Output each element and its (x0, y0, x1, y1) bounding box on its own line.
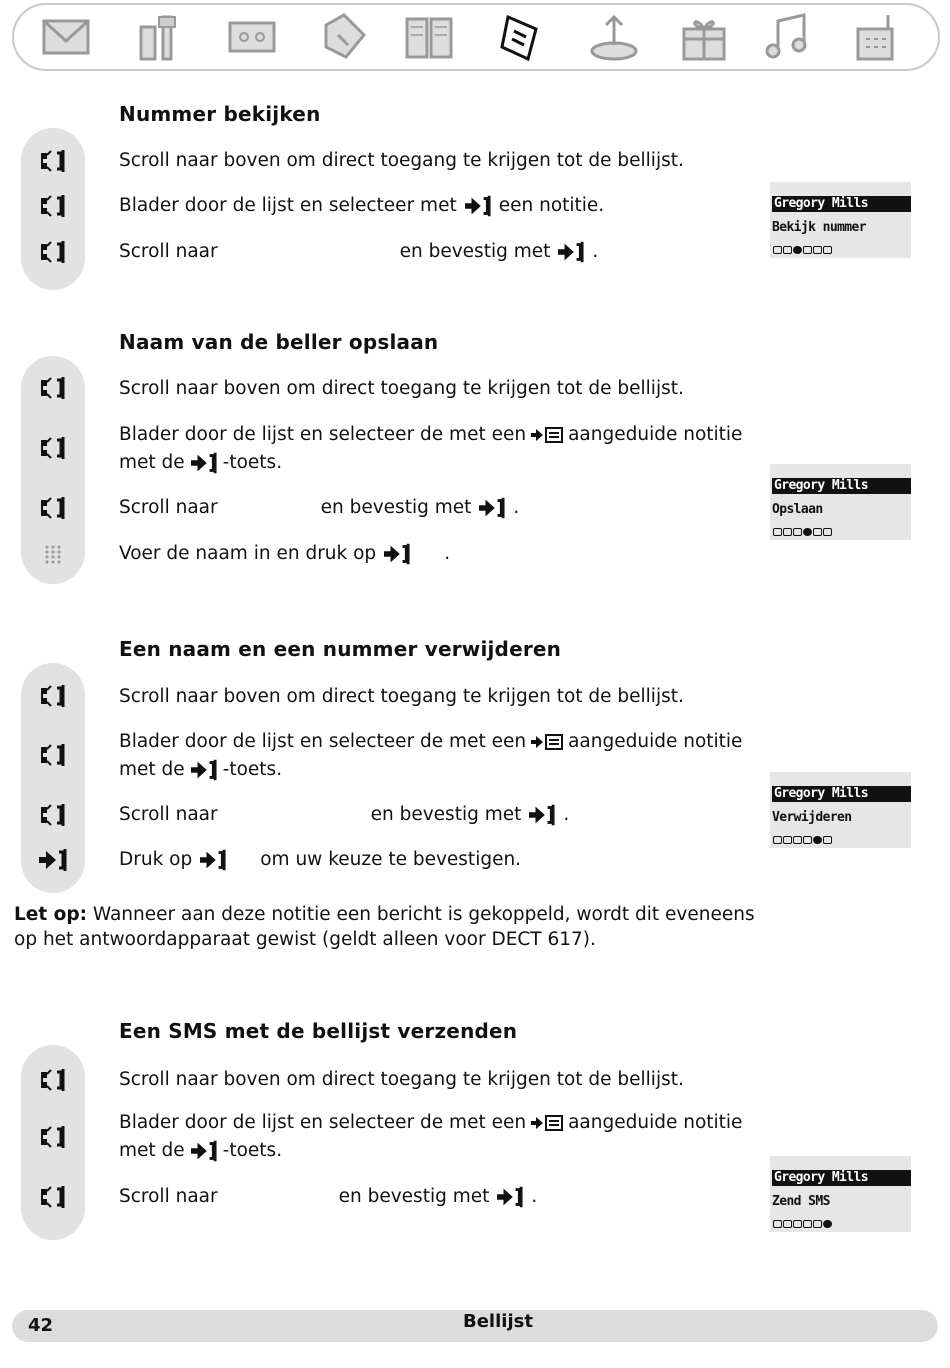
step-text: Scroll naar en bevestig met . (119, 238, 759, 266)
card-key-icon (530, 426, 564, 444)
note-paragraph (14, 902, 774, 952)
step-text: Scroll naar en bevestig met . (119, 1183, 759, 1211)
screen-position-dots (773, 246, 832, 256)
nav-key-icon (36, 1065, 70, 1095)
note-text: Wanneer aan deze notitie een bericht is gekoppeld, wordt dit eveneens op het antwoordapparaat gewist (geldt alleen voor DECT 617). (14, 904, 755, 950)
tools-icon (131, 11, 191, 63)
section-heading: Een SMS met de bellijst verzenden (119, 1019, 518, 1043)
ok-key-icon (493, 1184, 527, 1210)
step-text: Blader door de lijst en selecteer de met een aangeduide notitie met de -toets. (119, 728, 759, 784)
ok-key-icon (187, 1138, 221, 1164)
section-heading: Naam van de beller opslaan (119, 330, 439, 354)
step-text: Scroll naar boven om direct toegang te krijgen tot de bellijst. (119, 1069, 684, 1090)
ok-key-icon (187, 450, 221, 476)
ok-key-icon (461, 193, 495, 219)
screen-title: Gregory Mills (772, 478, 911, 494)
step-text: Blader door de lijst en selecteer de met een aangeduide notitie met de -toets. (119, 1109, 759, 1165)
nav-key-icon (36, 681, 70, 711)
screen-menu-item: Bekijk nummer (772, 220, 866, 235)
tag-icon (314, 11, 374, 63)
step-text: Scroll naar boven om direct toegang te krijgen tot de bellijst. (119, 150, 684, 171)
card-key-icon (530, 733, 564, 751)
ok-key-icon (554, 239, 588, 265)
nav-key-icon (36, 800, 70, 830)
screen-title: Gregory Mills (772, 196, 911, 212)
step-text: Scroll naar en bevestig met . (119, 801, 759, 829)
nav-key-icon (36, 1122, 70, 1152)
nav-key-icon (36, 493, 70, 523)
music-icon (758, 11, 818, 63)
phone-screen (770, 772, 911, 848)
envelope-icon (36, 11, 96, 63)
step-text: Scroll naar boven om direct toegang te krijgen tot de bellijst. (119, 686, 684, 707)
phone-screen (770, 464, 911, 540)
gift-icon (674, 11, 734, 63)
handset-icon (846, 11, 906, 63)
phone-screen (770, 1156, 911, 1232)
note-label: Let op: (14, 904, 87, 925)
nav-key-icon (36, 146, 70, 176)
card-key-icon (530, 1114, 564, 1132)
cassette-icon (222, 11, 282, 63)
screen-title: Gregory Mills (772, 1170, 911, 1186)
nav-key-icon (36, 237, 70, 267)
page-number: 42 (28, 1315, 54, 1336)
chapter-title: Bellijst (463, 1311, 533, 1332)
ok-key-icon (187, 757, 221, 783)
screen-menu-item: Verwijderen (772, 810, 852, 825)
screen-menu-item: Opslaan (772, 502, 823, 517)
ok-key-icon (525, 802, 559, 828)
section-heading: Een naam en een nummer verwijderen (119, 637, 562, 661)
nav-key-icon (36, 433, 70, 463)
ok-key-icon (475, 495, 509, 521)
screen-title: Gregory Mills (772, 786, 911, 802)
ok-key-icon (36, 845, 70, 875)
step-text: Scroll naar en bevestig met . (119, 494, 759, 522)
step-text: Druk op om uw keuze te bevestigen. (119, 846, 759, 874)
screen-position-dots (773, 836, 832, 846)
section-heading: Nummer bekijken (119, 102, 321, 126)
screen-position-dots (773, 528, 832, 538)
ok-key-icon (196, 847, 230, 873)
nav-key-icon (36, 373, 70, 403)
step-text: Voer de naam in en druk op . (119, 540, 759, 568)
ok-key-icon (380, 541, 414, 567)
nav-key-icon (36, 740, 70, 770)
top-icon-bar (12, 3, 940, 71)
phone-screen (770, 182, 911, 258)
step-text: Blader door de lijst en selecteer de met een aangeduide notitie met de -toets. (119, 421, 759, 477)
phone-list-icon (492, 11, 552, 63)
stand-icon (584, 11, 644, 63)
step-text: Blader door de lijst en selecteer met een notitie. (119, 192, 759, 220)
step-text: Scroll naar boven om direct toegang te krijgen tot de bellijst. (119, 378, 684, 399)
nav-key-icon (36, 191, 70, 221)
page-footer (12, 1310, 938, 1342)
screen-position-dots (773, 1220, 832, 1230)
keypad-icon (36, 540, 70, 570)
screen-menu-item: Zend SMS (772, 1194, 830, 1209)
book-icon (399, 11, 459, 63)
nav-key-icon (36, 1182, 70, 1212)
